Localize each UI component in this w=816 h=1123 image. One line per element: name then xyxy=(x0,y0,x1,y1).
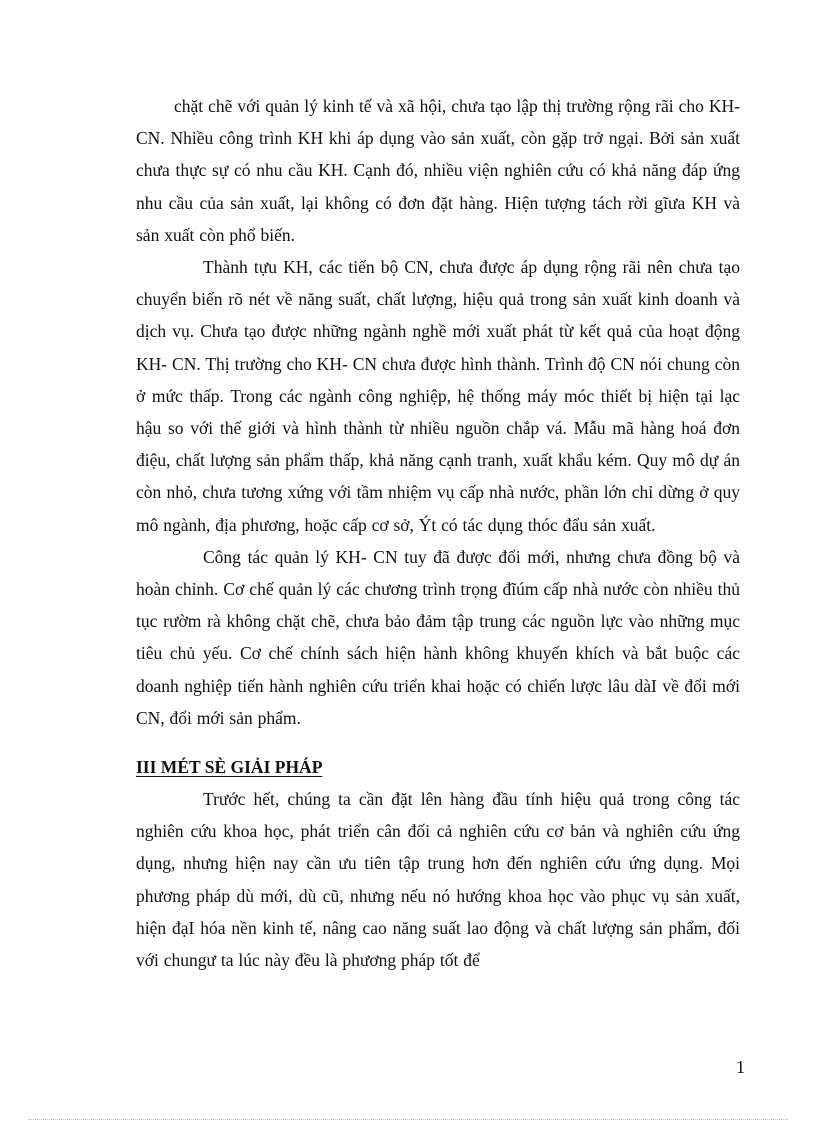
page-number: 1 xyxy=(736,1057,745,1077)
paragraph-4: Trước hết, chúng ta cần đặt lên hàng đầu tính hiệu quả trong công tác nghiên cứu khoa học, phát triển cân đối cả nghiên cứu cơ bản và nghiên cứu ứng dụng, nhưng hiện nay cần ưu tiên tập trung hơn đến nghiên cứu ứng dụng. Mọi phương pháp dù mới, dù cũ, nhưng nếu nó hướng khoa học vào phục vụ sản xuất, hiện đạI hóa nền kinh tế, nâng cao năng suất lao động và chất lượng sản phẩm, đối với chungư ta lúc này đều là phương pháp tốt để xyxy=(136,789,740,971)
page-bottom-divider xyxy=(28,1119,788,1120)
paragraph-3: Công tác quản lý KH- CN tuy đã được đổi mới, nhưng chưa đồng bộ và hoàn chỉnh. Cơ chế quản lý các chương trình trọng đĩúm cấp nhà nước còn nhiều thủ tục rườm rà không chặt chẽ, chưa bảo đảm tập trung các nguồn lực vào những mục tiêu chủ yếu. Cơ chế chính sách hiện hành không khuyến khích và bắt buộc các doanh nghiệp tiến hành nghiên cứu triển khai hoặc có chiến lược lâu dàI về đổi mới CN, đổi mới sản phẩm. xyxy=(136,546,740,728)
paragraph-2: Thành tựu KH, các tiến bộ CN, chưa được áp dụng rộng rãi nên chưa tạo chuyển biến rõ nét về năng suất, chất lượng, hiệu quả trong sản xuất kinh doanh và dịch vụ. Chưa tạo được những ngành nghề mới xuất phát từ kết quả của hoạt động KH- CN. Thị trường cho KH- CN chưa được hình thành. Trình độ CN nói chung còn ở mức thấp. Trong các ngành công nghiệp, hệ thống máy móc thiết bị hiện tại lạc hậu so với thế giới và hình thành từ nhiều nguồn chắp vá. Mẫu mã hàng hoá đơn điệu, chất lượng sản phẩm thấp, khả năng cạnh tranh, xuất khẩu kém. Quy mô dự án còn nhỏ, chưa tương xứng với tầm nhiệm vụ cấp nhà nước, phần lớn chỉ dừng ở quy mô ngành, địa phương, hoặc cấp cơ sở, Ýt có tác dụng thóc đẩu sản xuất. xyxy=(136,257,740,535)
section-heading: III MÉT SÈ GIẢI PHÁP xyxy=(136,757,323,778)
page-content xyxy=(136,90,740,976)
paragraph-1: chặt chẽ với quản lý kinh tế và xã hội, chưa tạo lập thị trường rộng rãi cho KH- CN. Nhiều công trình KH khi áp dụng vào sản xuất, còn gặp trở ngại. Bởi sản xuất chưa thực sự có nhu cầu KH. Cạnh đó, nhiều viện nghiên cứu có khả năng đáp ứng nhu cầu của sản xuất, lại không có đơn đặt hàng. Hiện tượng tách rời gĩưa KH và sản xuất còn phổ biến. xyxy=(136,96,740,245)
